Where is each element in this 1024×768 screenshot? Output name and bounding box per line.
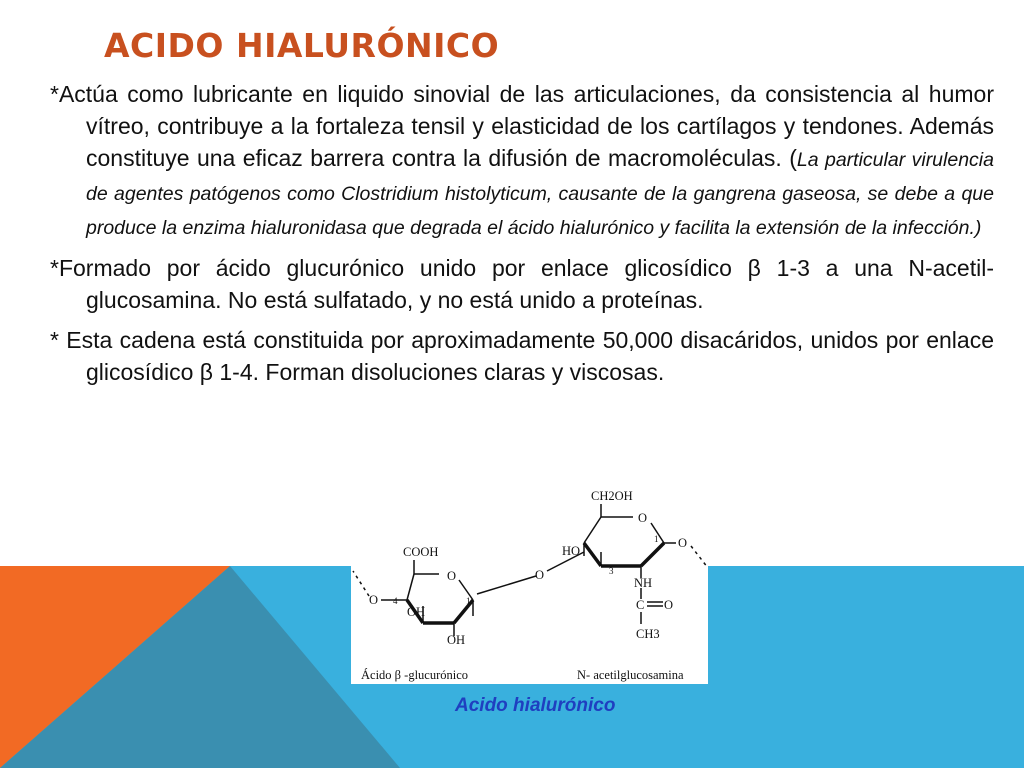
ch2oh-label: CH2OH xyxy=(591,489,633,503)
right-link-oxygen: O xyxy=(678,536,688,550)
paragraph-composition: *Formado por ácido glucurónico unido por enlace glicosídico β 1-3 a una N-acetil-glucosamina. No está sulfatado, y no está unido a proteínas. xyxy=(50,255,994,313)
paragraph-function-main: *Actúa como lubricante en liquido sinovial de las articulaciones, da consistencia al humor vítreo, contribuye a la fortaleza tensil y elasticidad de los cartílagos y tendones. Además constituye una eficaz barrera contra la difusión de macromoléculas. ( xyxy=(50,81,994,171)
right-ring-oxygen: O xyxy=(638,511,648,525)
left-ring-oxygen: O xyxy=(447,569,457,583)
paragraph-function xyxy=(50,78,994,244)
left-ring-bonds xyxy=(353,560,536,636)
slide-title: ACIDO HIALURÓNICO xyxy=(104,26,500,65)
left-link-oxygen: O xyxy=(369,593,379,607)
left-carbon-1: 1 xyxy=(466,596,471,606)
ho-label: HO xyxy=(562,544,581,558)
ch3-label: CH3 xyxy=(636,627,660,641)
right-carbon-1: 1 xyxy=(654,534,659,544)
acetylglucosamine-label: N- acetilglucosamina xyxy=(577,668,684,682)
left-carbon-4: 4 xyxy=(393,596,398,606)
hyaluronic-acid-structure xyxy=(351,476,708,684)
nh-label: NH xyxy=(634,576,653,590)
bridge-oxygen: O xyxy=(535,568,545,582)
glucuronic-acid-label: Ácido β -glucurónico xyxy=(361,668,469,682)
left-oh-upper: OH xyxy=(407,605,426,619)
cooh-label: COOH xyxy=(403,545,439,559)
slide-body xyxy=(50,78,994,396)
paragraph-chain: * Esta cadena está constituida por aproximadamente 50,000 disacáridos, unidos por enlace glicosídico β 1-4. Forman disoluciones claras y viscosas. xyxy=(50,327,994,385)
carbonyl-oxygen: O xyxy=(664,598,674,612)
right-carbon-3: 3 xyxy=(609,566,614,576)
figure-caption: Acido hialurónico xyxy=(455,695,616,716)
left-oh-lower: OH xyxy=(447,633,466,647)
paragraph-function-note: La particular virulencia de agentes patógenos como Clostridium histolyticum, causante de la gangrena gaseosa, se debe a que produce la enzima hialuronidasa que degrada el ácido hialurónico y facilita la extensión de la infección.) xyxy=(86,149,994,239)
carbonyl-carbon: C xyxy=(636,598,645,612)
